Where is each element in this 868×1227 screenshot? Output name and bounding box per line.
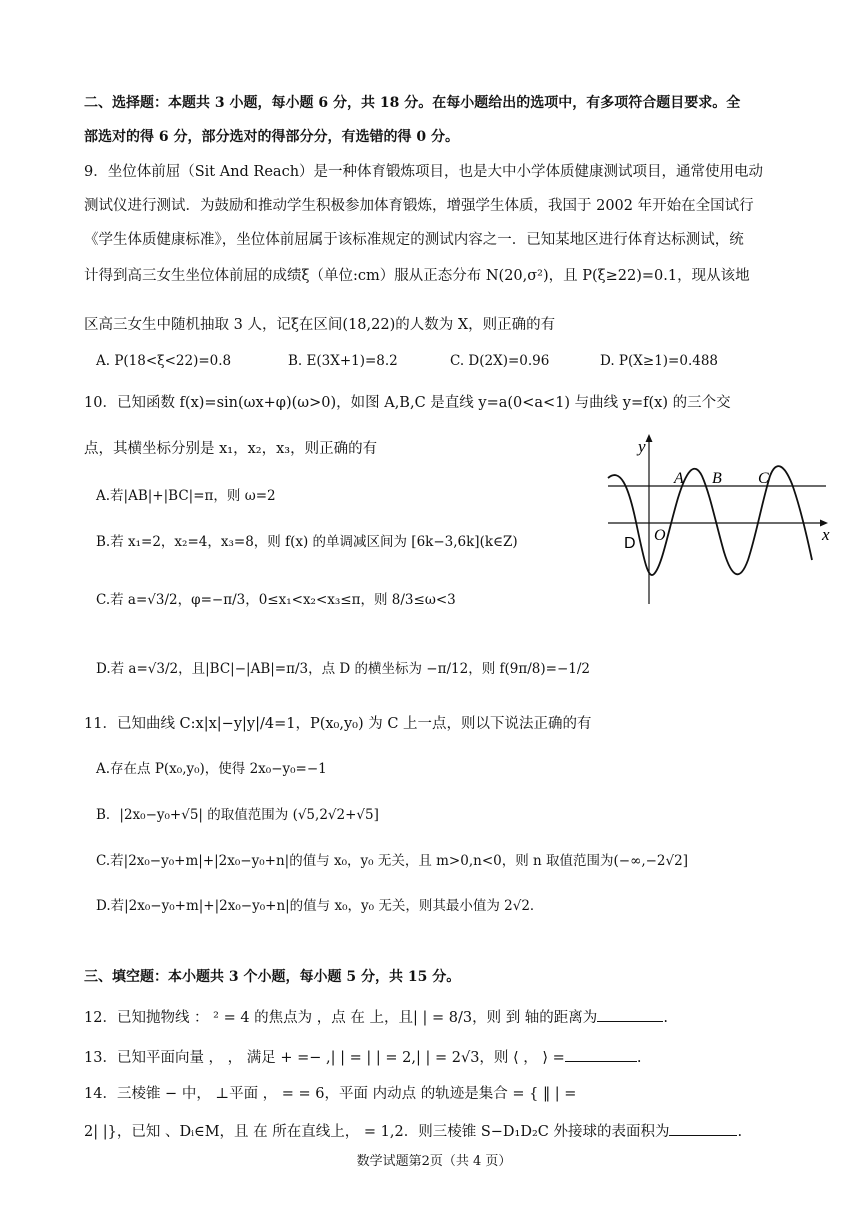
graph-label-d: D (624, 535, 636, 552)
graph-label-x: x (822, 525, 830, 544)
sine-curve (608, 466, 812, 575)
q9-option-d: D. P(X≥1)=0.488 (600, 353, 719, 369)
q9-option-b: B. E(3X+1)=8.2 (288, 353, 398, 369)
q9-line3: 《学生体质健康标准》，坐位体前屈属于该标准规定的测试内容之一．已知某地区进行体育达标测试，统 (84, 232, 744, 248)
q10-line2: 点，其横坐标分别是 x₁，x₂，x₃，则正确的有 (84, 441, 378, 457)
q11-option-a: A.存在点 P(x₀,y₀)，使得 2x₀−y₀=−1 (96, 761, 327, 777)
q13-end: . (636, 1050, 642, 1066)
graph-label-b: B (712, 470, 722, 487)
graph-label-c: C (758, 470, 769, 487)
q14-line1: 14．三棱锥 − 中， ⊥平面 ， = = 6，平面 内动点 的轨迹是集合 = { ‖ | = (84, 1086, 577, 1102)
q12-answer-blank (597, 1007, 663, 1022)
q13 (84, 1046, 641, 1067)
q10-option-a: A.若|AB|+|BC|=π，则 ω=2 (96, 488, 276, 504)
q10-option-d: D.若 a=√3/2，且|BC|−|AB|=π/3，点 D 的横坐标为 −π/12，则 f(9π/8)=−1/2 (96, 661, 590, 677)
q14-end: . (737, 1124, 743, 1140)
q14-answer-blank (669, 1121, 737, 1136)
q9-option-c: C. D(2X)=0.96 (450, 353, 550, 369)
q10-sine-graph (606, 432, 832, 608)
page-footer: 数学试题第2页（共 4 页） (356, 1154, 512, 1169)
q13-answer-blank (565, 1047, 637, 1062)
q9-line5: 区高三女生中随机抽取 3 人，记ξ在区间(18,22)的人数为 X，则正确的有 (84, 317, 556, 333)
q10-option-c: C.若 a=√3/2，φ=−π/3，0≤x₁<x₂<x₃≤π，则 8/3≤ω<3 (96, 592, 456, 608)
q10-line1: 10．已知函数 f(x)=sin(ωx+φ)(ω>0)，如图 A,B,C 是直线 y=a(0<a<1) 与曲线 y=f(x) 的三个交 (84, 395, 731, 411)
q11-line1: 11．已知曲线 C:x|x|−y|y|/4=1，P(x₀,y₀) 为 C 上一点，则以下说法正确的有 (84, 716, 592, 732)
q14-line2-text: 2| |}，已知 、Dᵢ∈M，且 在 所在直线上， = 1,2．则三棱锥 S−D₁D₂C 外接球的表面积为 (84, 1124, 670, 1140)
y-axis-arrow-icon (646, 434, 653, 442)
q11-option-c: C.若|2x₀−y₀+m|+|2x₀−y₀+n|的值与 x₀，y₀ 无关，且 m>0,n<0，则 n 取值范围为(−∞,−2√2] (96, 853, 688, 869)
q9-line1: 9．坐位体前屈（Sit And Reach）是一种体育锻炼项目，也是大中小学体质健康测试项目，通常使用电动 (84, 164, 764, 180)
q12-text: 12．已知抛物线 ： ² = 4 的焦点为 ，点 在 上，且| | = 8/3，则 到 轴的距离为 (84, 1010, 598, 1026)
section2-heading-line1: 二、选择题：本题共 3 小题，每小题 6 分，共 18 分。在每小题给出的选项中，有多项符合题目要求。全 (84, 95, 741, 111)
q14-line2 (84, 1120, 742, 1141)
section2-heading-line2: 部选对的得 6 分，部分选对的得部分分，有选错的得 0 分。 (84, 129, 459, 145)
graph-label-a: A (674, 470, 684, 487)
q12-end: . (663, 1010, 668, 1026)
q9-line4: 计得到高三女生坐位体前屈的成绩ξ（单位:cm）服从正态分布 N(20,σ²)，且 P(ξ≥22)=0.1，现从该地 (84, 268, 750, 284)
q10-option-b: B.若 x₁=2，x₂=4，x₃=8，则 f(x) 的单调减区间为 [6k−3,6k](k∈Z) (96, 534, 518, 550)
q12 (84, 1006, 668, 1027)
q9-line2: 测试仪进行测试．为鼓励和推动学生积极参加体育锻炼，增强学生体质，我国于 2002 年开始在全国试行 (84, 198, 754, 214)
q11-option-d: D.若|2x₀−y₀+m|+|2x₀−y₀+n|的值与 x₀，y₀ 无关，则其最小值为 2√2． (96, 898, 544, 914)
q11-option-b: B．|2x₀−y₀+√5| 的取值范围为 (√5,2√2+√5] (96, 807, 379, 823)
section3-heading: 三、填空题：本小题共 3 个小题，每小题 5 分，共 15 分。 (84, 969, 461, 985)
graph-label-o: O (654, 527, 666, 544)
q13-text: 13．已知平面向量 ， ， 满足 + =− ,| | = | | = 2,| | = 2√3，则 ⟨ ， ⟩ = (84, 1050, 565, 1066)
graph-label-y: y (638, 437, 646, 456)
q9-option-a: A. P(18<ξ<22)=0.8 (96, 353, 232, 369)
